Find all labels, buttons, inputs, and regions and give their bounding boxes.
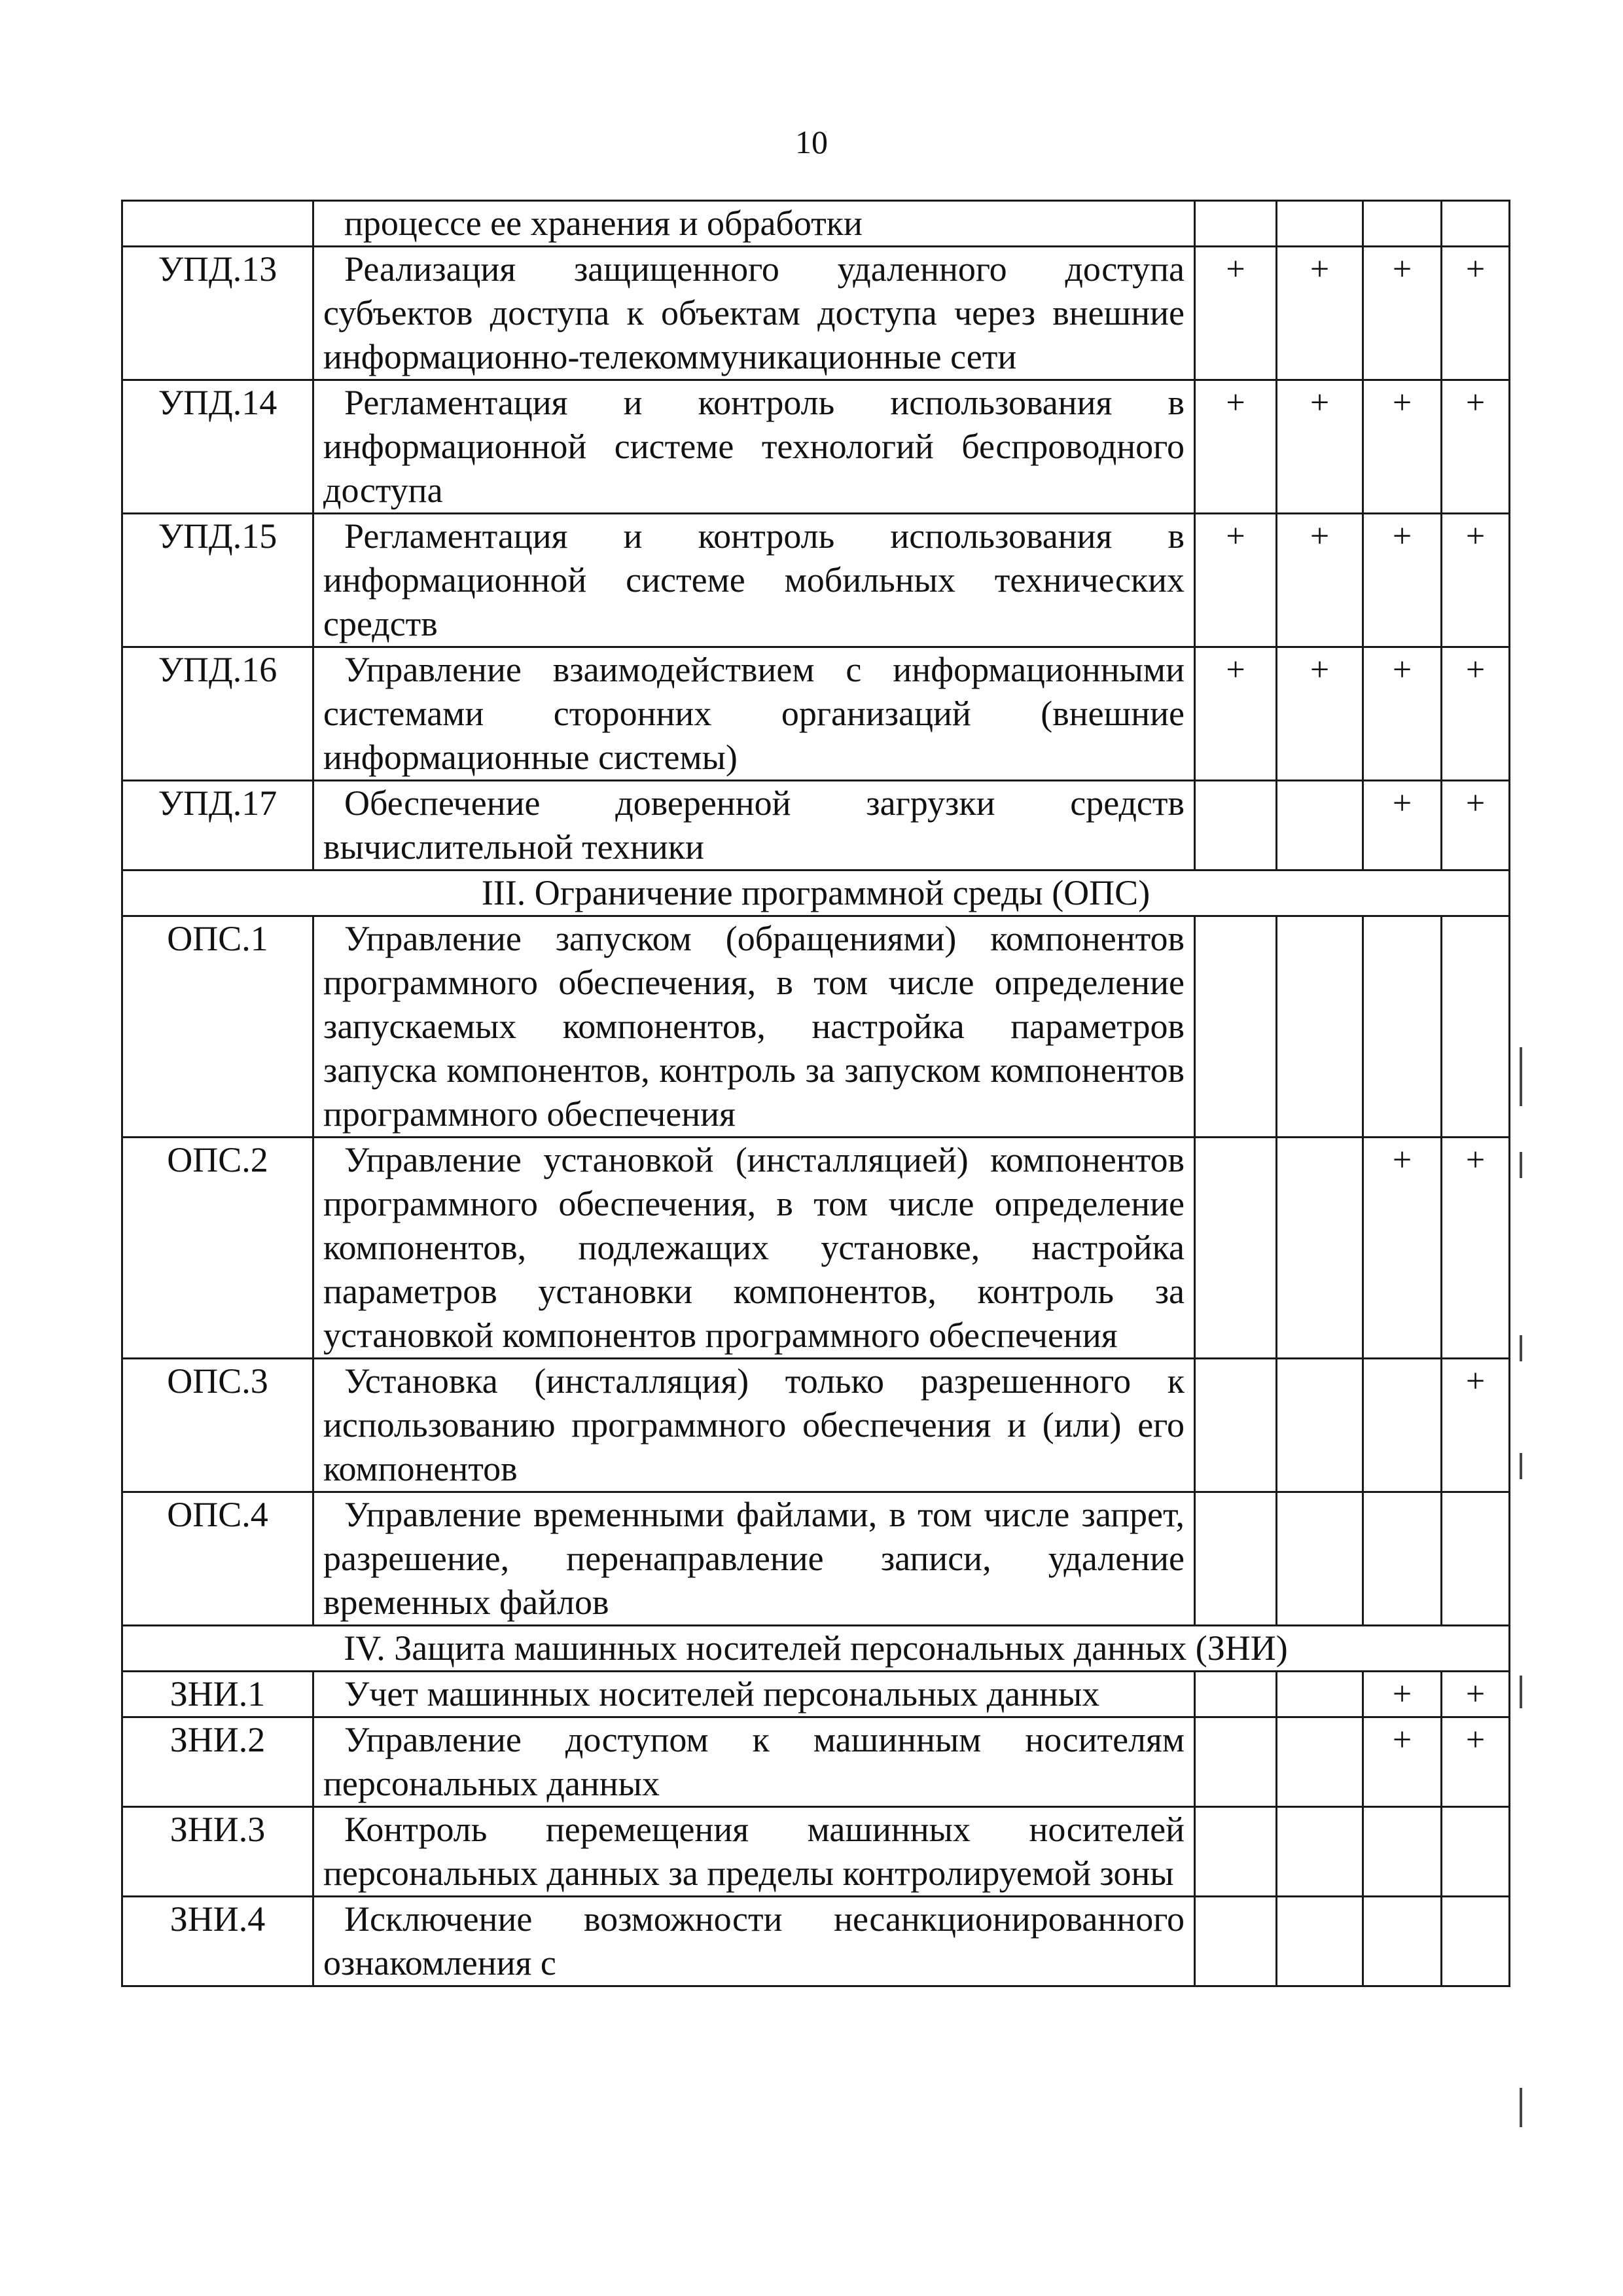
measure-code: ОПС.3	[122, 1359, 313, 1492]
table-row	[122, 201, 1510, 247]
measure-description: Управление установкой (инсталляцией) компонентов программного обеспечения, в том числе определение компонентов, подлежащих установке, настройка параметров установки компонентов, контроль за установкой компонентов программного обеспечения	[313, 1138, 1195, 1359]
security-level-mark-3: +	[1363, 514, 1442, 647]
security-level-mark-2	[1277, 781, 1363, 870]
page-number: 10	[795, 124, 828, 160]
security-level-mark-1: +	[1195, 647, 1277, 781]
security-level-mark-4: +	[1442, 781, 1510, 870]
measure-code: ОПС.2	[122, 1138, 313, 1359]
security-level-mark-1	[1195, 1359, 1277, 1492]
security-level-mark-1	[1195, 781, 1277, 870]
scan-edge-mark	[1520, 1676, 1522, 1708]
security-level-mark-4: +	[1442, 647, 1510, 781]
requirements-table	[121, 200, 1510, 1987]
security-level-mark-4: +	[1442, 1717, 1510, 1807]
measure-code: УПД.17	[122, 781, 313, 870]
table-row	[122, 514, 1510, 647]
section-header-row	[122, 870, 1510, 916]
scan-edge-mark	[1520, 1453, 1522, 1479]
measure-description: Реализация защищенного удаленного доступа субъектов доступа к объектам доступа через внешние информационно-телекоммуникационные сети	[313, 247, 1195, 380]
table-row	[122, 647, 1510, 781]
scan-edge-mark	[1520, 1335, 1522, 1361]
measure-description: Исключение возможности несанкционированного ознакомления с	[313, 1897, 1195, 1986]
security-level-mark-1: +	[1195, 380, 1277, 514]
security-level-mark-2: +	[1277, 647, 1363, 781]
table-row	[122, 781, 1510, 870]
measure-description: Регламентация и контроль использования в информационной системе технологий беспроводного доступа	[313, 380, 1195, 514]
security-level-mark-2	[1277, 1807, 1363, 1897]
security-level-mark-1	[1195, 1672, 1277, 1717]
security-level-mark-1	[1195, 1717, 1277, 1807]
measure-code: ОПС.4	[122, 1492, 313, 1626]
security-level-mark-4: +	[1442, 1672, 1510, 1717]
security-level-mark-4	[1442, 1492, 1510, 1626]
security-level-mark-2	[1277, 1359, 1363, 1492]
measure-description: Учет машинных носителей персональных данных	[313, 1672, 1195, 1717]
table-row	[122, 1672, 1510, 1717]
measure-code: ОПС.1	[122, 916, 313, 1138]
measure-code: УПД.13	[122, 247, 313, 380]
security-level-mark-2	[1277, 1138, 1363, 1359]
security-level-mark-1	[1195, 1807, 1277, 1897]
table-row	[122, 1807, 1510, 1897]
security-level-mark-3	[1363, 916, 1442, 1138]
table-row	[122, 1897, 1510, 1986]
security-level-mark-2	[1277, 916, 1363, 1138]
measure-description: Регламентация и контроль использования в информационной системе мобильных технических средств	[313, 514, 1195, 647]
measure-description: Контроль перемещения машинных носителей персональных данных за пределы контролируемой зоны	[313, 1807, 1195, 1897]
security-level-mark-1: +	[1195, 514, 1277, 647]
measure-description: Управление запуском (обращениями) компонентов программного обеспечения, в том числе определение запускаемых компонентов, настройка параметров запуска компонентов, контроль за запуском компонентов программного обеспечения	[313, 916, 1195, 1138]
security-level-mark-1	[1195, 201, 1277, 247]
measure-code: ЗНИ.1	[122, 1672, 313, 1717]
security-level-mark-2	[1277, 1897, 1363, 1986]
security-level-mark-4: +	[1442, 1359, 1510, 1492]
measure-code: ЗНИ.3	[122, 1807, 313, 1897]
measure-description: Обеспечение доверенной загрузки средств вычислительной техники	[313, 781, 1195, 870]
security-level-mark-4	[1442, 916, 1510, 1138]
security-level-mark-3: +	[1363, 1717, 1442, 1807]
security-level-mark-1	[1195, 1492, 1277, 1626]
measure-code: ЗНИ.4	[122, 1897, 313, 1986]
measure-code: ЗНИ.2	[122, 1717, 313, 1807]
security-level-mark-3	[1363, 1492, 1442, 1626]
requirements-table-body	[122, 201, 1510, 1986]
security-level-mark-4: +	[1442, 1138, 1510, 1359]
security-level-mark-4	[1442, 201, 1510, 247]
security-level-mark-3	[1363, 1807, 1442, 1897]
scan-edge-mark	[1520, 2088, 1522, 2127]
security-level-mark-1	[1195, 916, 1277, 1138]
security-level-mark-3: +	[1363, 247, 1442, 380]
measure-code: УПД.14	[122, 380, 313, 514]
measure-description: процессе ее хранения и обработки	[313, 201, 1195, 247]
measure-code: УПД.16	[122, 647, 313, 781]
security-level-mark-2: +	[1277, 247, 1363, 380]
table-row	[122, 380, 1510, 514]
table-row	[122, 247, 1510, 380]
security-level-mark-2: +	[1277, 380, 1363, 514]
scan-edge-mark	[1520, 1047, 1522, 1106]
measure-description: Управление временными файлами, в том числе запрет, разрешение, перенаправление записи, удаление временных файлов	[313, 1492, 1195, 1626]
section-header-row	[122, 1626, 1510, 1672]
table-row	[122, 1492, 1510, 1626]
scan-edge-mark	[1520, 1152, 1522, 1178]
table-row	[122, 1138, 1510, 1359]
security-level-mark-2	[1277, 1492, 1363, 1626]
table-row	[122, 1359, 1510, 1492]
security-level-mark-4: +	[1442, 247, 1510, 380]
section-title: IV. Защита машинных носителей персональных данных (ЗНИ)	[122, 1626, 1510, 1672]
measure-description: Установка (инсталляция) только разрешенного к использованию программного обеспечения и (или) его компонентов	[313, 1359, 1195, 1492]
security-level-mark-2: +	[1277, 514, 1363, 647]
security-level-mark-2	[1277, 201, 1363, 247]
measure-code	[122, 201, 313, 247]
security-level-mark-1	[1195, 1138, 1277, 1359]
security-level-mark-3: +	[1363, 1138, 1442, 1359]
security-level-mark-3: +	[1363, 647, 1442, 781]
measure-code: УПД.15	[122, 514, 313, 647]
security-level-mark-3	[1363, 1359, 1442, 1492]
measure-description: Управление взаимодействием с информационными системами сторонних организаций (внешние информационные системы)	[313, 647, 1195, 781]
security-level-mark-4: +	[1442, 514, 1510, 647]
security-level-mark-4	[1442, 1807, 1510, 1897]
security-level-mark-2	[1277, 1672, 1363, 1717]
security-level-mark-3: +	[1363, 380, 1442, 514]
table-row	[122, 1717, 1510, 1807]
section-title: III. Ограничение программной среды (ОПС)	[122, 870, 1510, 916]
table-row	[122, 916, 1510, 1138]
security-level-mark-3	[1363, 201, 1442, 247]
security-level-mark-3: +	[1363, 781, 1442, 870]
security-level-mark-4: +	[1442, 380, 1510, 514]
security-level-mark-3	[1363, 1897, 1442, 1986]
security-level-mark-4	[1442, 1897, 1510, 1986]
security-level-mark-1: +	[1195, 247, 1277, 380]
security-level-mark-1	[1195, 1897, 1277, 1986]
security-level-mark-3: +	[1363, 1672, 1442, 1717]
security-level-mark-2	[1277, 1717, 1363, 1807]
measure-description: Управление доступом к машинным носителям персональных данных	[313, 1717, 1195, 1807]
